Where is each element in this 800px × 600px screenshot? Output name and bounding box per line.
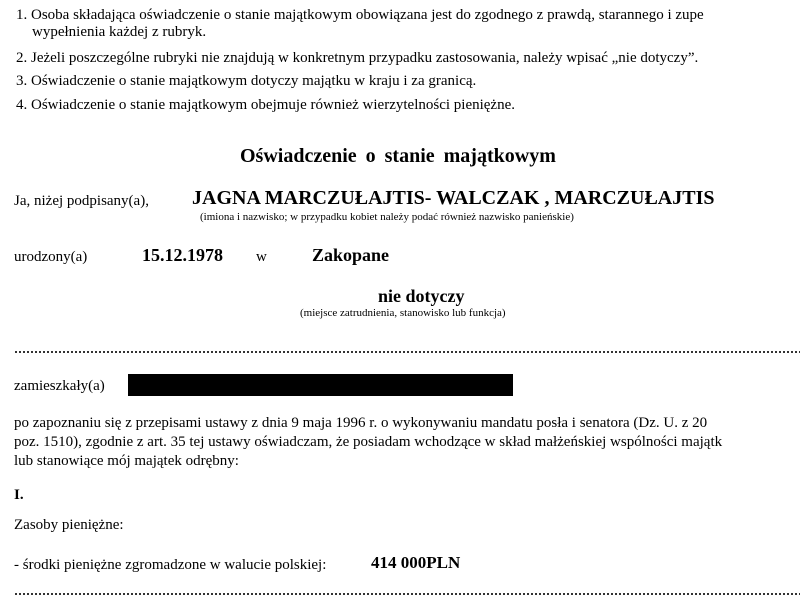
birth-in-label: w <box>256 249 267 265</box>
instruction-text: Oświadczenie o stanie majątkowym dotyczy majątku w kraju i za granicą. <box>31 73 477 89</box>
declarant-name-hint: (imiona i nazwisko; w przypadku kobiet należy podać również nazwisko panieńskie) <box>200 211 574 223</box>
instruction-1-continuation: wypełnienia każdej z rubryk. <box>32 24 207 40</box>
instruction-1 <box>16 6 704 24</box>
instruction-number: 3. <box>16 73 28 89</box>
instruction-4 <box>16 96 515 114</box>
section-subheading: Zasoby pieniężne: <box>14 517 124 533</box>
employment-hint: (miejsce zatrudnienia, stanowisko lub funkcja) <box>300 307 506 319</box>
section-heading: I. <box>14 487 24 503</box>
instruction-number: 4. <box>16 97 28 113</box>
instruction-text: Oświadczenie o stanie majątkowym obejmuje również wierzytelności pieniężne. <box>31 97 515 113</box>
declarant-label: Ja, niżej podpisany(a), <box>14 193 149 209</box>
instruction-number: 1. <box>16 7 28 23</box>
statement-line-1: po zapoznaniu się z przepisami ustawy z dnia 9 maja 1996 r. o wykonywaniu mandatu posła i senatora (Dz. U. z 20 <box>14 415 708 431</box>
birth-label: urodzony(a) <box>14 249 88 265</box>
employment-value: nie dotyczy <box>378 286 465 306</box>
instruction-text: Osoba składająca oświadczenie o stanie majątkowym obowiązana jest do zgodnego z prawdą, starannego i zupe <box>31 7 704 23</box>
dotted-separator <box>14 592 800 596</box>
dotted-separator <box>14 350 800 354</box>
birth-place: Zakopane <box>312 245 390 265</box>
pln-funds-label: - środki pieniężne zgromadzone w walucie polskiej: <box>14 557 327 573</box>
document-title: Oświadczenie o stanie majątkowym <box>240 145 556 167</box>
instruction-text: Jeżeli poszczególne rubryki nie znajdują w konkretnym przypadku zastosowania, należy wpisać „nie dotyczy”. <box>31 50 699 66</box>
instruction-number: 2. <box>16 50 28 66</box>
declarant-name: JAGNA MARCZUŁAJTIS- WALCZAK , MARCZUŁAJTIS <box>192 187 715 209</box>
instruction-3 <box>16 72 476 90</box>
redaction-bar <box>128 374 513 396</box>
pln-funds-value: 414 000PLN <box>371 553 461 572</box>
statement-line-3: lub stanowiące mój majątek odrębny: <box>14 453 239 469</box>
instruction-2 <box>16 49 698 67</box>
statement-line-2: poz. 1510), zgodnie z art. 35 tej ustawy oświadczam, że posiadam wchodzące w skład małżeńskiej wspólności majątk <box>14 434 723 450</box>
birth-date: 15.12.1978 <box>142 245 223 265</box>
residence-label: zamieszkały(a) <box>14 378 105 394</box>
